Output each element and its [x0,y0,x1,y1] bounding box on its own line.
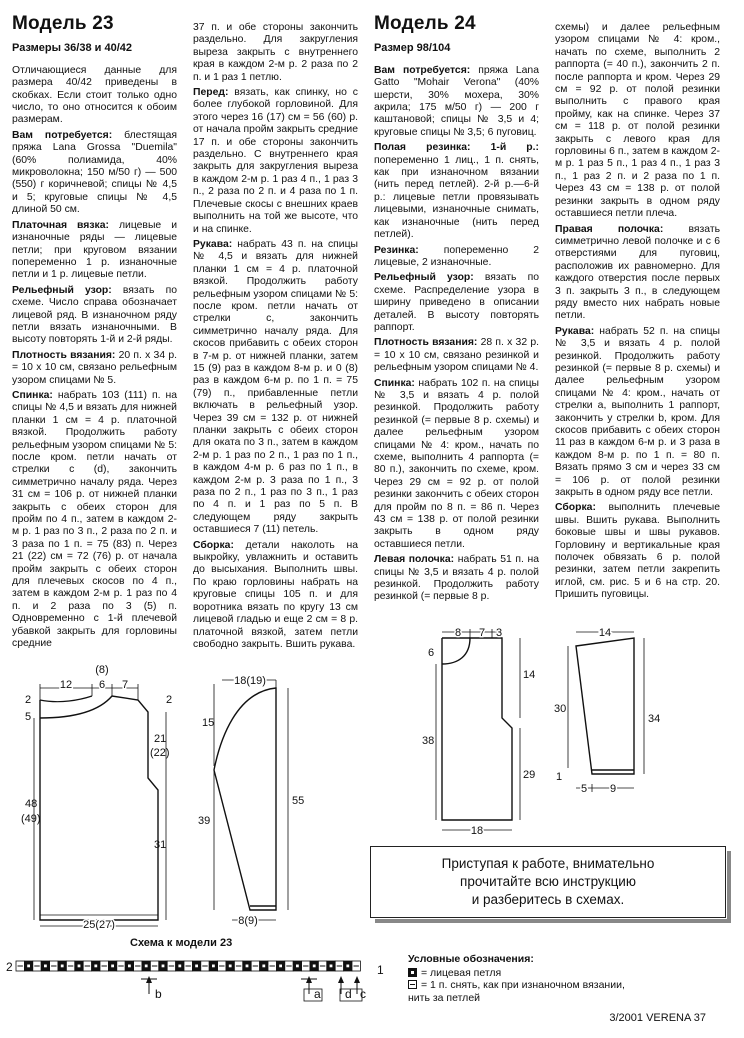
model24-sleeve-bottom-9: 9 [609,783,617,795]
paragraph [374,378,539,552]
notice-line-1: Приступая к работе, внимательно [441,856,655,871]
model23-body-neck-alt: (8) [95,664,109,676]
model24-sleeve-bottom-5: 5 [580,783,588,795]
paragraph-heading: Рукава: [555,325,595,337]
chart-cell-dot [61,965,64,968]
legend-title: Условные обозначения: [408,953,534,965]
model23-col2-text [193,22,358,651]
model24-body-pattern [420,628,540,848]
chart-cell-dot [229,965,232,968]
model24-sleeve-right-34: 34 [648,713,661,725]
paragraph-text: набрать 51 п. на спицы № 3,5 и вязать 4 р. полой резинкой. Продолжить работу резинкой (= первые 8 р. [374,554,540,603]
paragraph-text: набрать 52 п. на спицы № 3,5 и вязать 4 р. полой резинкой. Продолжить работу резинкой (= первые 8 р. схемы) и далее рельефным узором спицами № 4: кром., начать от стрелки a, выполнить 1 раппорт, закончить у стрелки b, кром. Для скосов прибавить с обеих сторон 11 раз в каждом 6-м р. и 3 раза в каждом 8-м р. по 1 п. = 80 п. Вязать прямо 3 см и через 33 см = 106 р. от полой резинки закрыть в одном ряду все петли. [555,325,720,499]
chart-cell-dot [212,965,215,968]
paragraph [374,554,539,604]
chart-arrow-c: c [360,987,366,1001]
model23-sizes: Размеры 36/38 и 40/42 [12,42,132,55]
paragraph-heading: Рукава: [193,238,233,250]
paragraph-heading: Платочная вязка: [12,219,109,231]
paragraph-text: вязать по схеме. Распределение узора в ширину приведено в описании деталей. В высоту повторять раппорт. [374,272,540,333]
model23-column-2 [193,22,358,654]
model23-body-bottom: 25(27) [83,919,115,930]
chart-cell-dot [111,965,114,968]
paragraph-text: выполнить плечевые швы. Вшить рукава. Выполнить боковые швы и швы рукавов. Горловину и вертикальные края полочек обвязать 6 р. полой резинки, затем петли закрепить иглой, см. рис. 5 и 6 на стр. 20. Пришить пуговицы. [555,502,720,601]
chart-cell-dot [94,965,97,968]
model24-body-top-8: 8 [454,628,462,639]
model24-body-left-38: 38 [422,735,435,747]
model24-column-1 [374,13,540,607]
paragraph [374,245,539,270]
model23-sleeve-cap: 15 [202,717,215,729]
paragraph [374,337,539,374]
model24-sleeve-pattern [550,628,670,808]
legend-item-slip-label: = 1 п. снять, как при изнаночном вязании, [421,979,625,991]
model23-sleeve-pattern [192,670,322,940]
paragraph-text: 20 п. х 34 р. = 10 х 10 см, связано рельефным узором спицами № 5. [12,349,177,386]
chart-row-2: 2 [6,960,13,974]
paragraph-text: схемы) и далее рельефным узором спицами № 4: кром., начать по схеме, выполнить 2 раппорта (= 40 п.), закончить 2 п. после раппорта и кром. Через 29 см = 92 р. от полой резинки выполнить с правого края пройму, как на спинке. Через 37 см = 118 р. от полой резинки закрыть с левого края для горловины 6 п., затем в каждом 2-м р. 1 раз 5 п., 1 раз 4 п., 1 раз 3 п., 1 раз 2 п. и 2 раза по 1 п. Через 43 см = 138 р. от полой резинки закрыть в одном ряду оставшиеся петли плеча. [555,22,720,220]
paragraph-text: вязать, как спинку, но с более глубокой горловиной. Для этого через 16 (17) см = 56 (60) р. от начала пройм закрыть средние 17 п. и обе стороны закончить раздельно. С внутреннего края закрыть для закругления выреза в каждом 2-м р. 1 раз 4 п., 1 раз 3 п., 2 раза по 2 п. и 4 раза по 1 п. Плечевые скосы с внешних краев выполнить на той же высоте, что и на спинке. [193,87,358,235]
model23-column-1 [12,13,178,654]
knit-stitch-icon [408,968,417,977]
paragraph [555,502,720,601]
model23-body-pattern [20,660,180,935]
model23-sleeve-total: 55 [292,795,305,807]
model24-body-top-7: 7 [478,628,486,639]
stitch-chart-cells [16,961,360,971]
model24-body-right-29: 29 [523,769,536,781]
chart-cell-dot [27,965,30,968]
chart-cell-dot [279,965,282,968]
model23-title: Модель 23 [12,13,114,34]
paragraph-heading: Плотность вязания: [374,337,478,349]
paragraph-text: детали наколоть на выкройку, увлажнить и оставить до высыхания. Выполнить швы. По краю горловины набрать на круговые спицы 105 п. и для воротника вязать по кругу 13 см лицевой гладью и еще 2 см = 8 р. платочной вязкой, затем петли свободно закрыть. Вшить рукава. [193,539,358,650]
paragraph-heading: Вам потребуется: [12,129,113,141]
paragraph-text: 37 п. и обе стороны закончить раздельно. Для закругления выреза закрыть с внутреннего края в каждом 2-м р. 2 раза по 2 п. и 1 раз 1 петлю. [193,22,358,83]
paragraph [374,142,539,241]
model24-sleeve-left-30: 30 [554,703,567,715]
chart-cell-dot [178,965,181,968]
model23-body-left-2: 2 [25,694,32,706]
model24-sleeve-top: 14 [598,628,612,639]
paragraph [193,22,358,84]
chart-cell-dot [195,965,198,968]
model23-body-width-12: 12 [59,679,73,691]
paragraph [555,224,720,323]
paragraph-heading: Спинка: [12,389,53,401]
paragraph-text: вязать симметрично левой полочке и с 6 отверстиями для пуговиц, расположив их равномерно. Для каждого отверстия после первых 3 п. закрыть 3 п., в следующем ряду вместо них набрать новые петли. [555,223,720,322]
chart-arrow-a: a [314,987,321,1001]
paragraph [193,239,358,537]
model24-column-2 [555,22,720,605]
notice-box [370,846,726,918]
model23-body-height-alt: (49) [21,813,41,825]
paragraph-text: набрать 43 п. на спицы № 4,5 и вязать для нижней планки 1 см = 4 р. платочной вязкой. Продолжить работу рельефным узором спицами № 5: после кром. петли начать от стрелки с, закончить симметрично началу ряда. Для скосов прибавить с обеих сторон в 7-м р. от нижней планки, затем 15 (9) раз в каждом 8-м р. и 0 (8) раз в каждом 6-м р. по 1 п. = 75 (79) п., прибавленные петли включать в рельефный узор. Через 39 см = 132 р. от нижней планки закрыть с обеих сторон для оката по 3 п., затем в каждом 2-м р. 1 раз по 2 п., 1 раз по 1 п., в каждом 4-м р. 6 раз по 1 п., в каждом 2-м р. 3 раза по 1 п., 3 раза по 2 п., 1 раз по 3 п., 1 раз по 4 п. и 1 раз по 5 п. В следующем ряду закрыть оставшиеся 7 (11) петель. [193,238,358,536]
paragraph [193,540,358,652]
legend [408,953,625,1004]
paragraph-heading: Вам потребуется: [374,64,471,76]
paragraph [555,22,720,221]
chart-cell-dot [330,965,333,968]
model24-col3-text [374,65,539,604]
paragraph-text: вязать по схеме. Число справа обозначает лицевой ряд. В изнаночном ряду петли вязать изнаночными. В высоту повторять 1-й и 2-й ряды. [12,284,178,346]
model24-body-bottom: 18 [470,825,484,837]
paragraph-text: набрать 102 п. на спицы № 3,5 и вязать 4 р. полой резинкой. Продолжить работу резинкой (= первые 8 р. схемы) и далее рельефным узором спицами № 4: кром., начать по схеме, выполнить 4 раппорта (= 80 п.), закончить по схеме, кром. Через 29 см = 92 р. от полой резинки закончить с обеих сторон для пройм по 8 п. = 86 п. Через 43 см = 138 р. от полой резинки закрыть в одном ряду оставшиеся петли. [374,377,539,550]
chart-cell-dot [296,965,299,968]
model23-body-armhole: 21 [154,733,167,745]
chart-cell-dot [128,965,131,968]
paragraph [12,390,177,651]
legend-item-slip-label-2: нить за петлей [408,991,481,1004]
paragraph [12,130,177,217]
paragraph-text: попеременно 1 лиц., 1 п. снять, как при изнаночном вязании (нить перед петлей). 2-й р.—6-й р.: лицевые петли провязывать лицевыми, изнаночные снимать, как изнаночные (нить перед петлей). [374,154,539,241]
legend-item-knit-label: = лицевая петля [421,966,502,979]
model24-body-left-6: 6 [428,647,435,659]
chart-row-1: 1 [377,963,384,977]
paragraph-text: 28 п. х 32 р. = 10 х 10 см, связано резинкой и рельефным узором спицами № 4. [374,337,539,374]
paragraph-text: Отличающиеся данные для размера 40/42 приведены в скобках. Если стоит только одно число, то оно относится к обоим размерам. [12,64,177,126]
model23-sleeve-top: 18(19) [234,675,266,687]
notice-line-2: прочитайте всю инструкцию [460,874,636,889]
paragraph-heading: Сборка: [193,539,234,551]
paragraph-heading: Полая резинка: 1-й р.: [374,142,539,154]
paragraph-text: попеременно 2 лицевые, 2 изнаночные. [374,244,539,268]
model23-body-left-5: 5 [25,711,32,723]
notice-line-3: и разберитесь в схемах. [471,892,625,907]
chart-cell-dot [346,965,349,968]
paragraph [12,65,177,127]
chart-arrow-b: b [155,987,162,1001]
legend-item-knit [408,967,625,980]
paragraph-heading: Плотность вязания: [12,349,116,361]
chart-cell-dot [313,965,316,968]
paragraph-heading: Перед: [193,87,229,99]
paragraph [193,87,358,236]
chart-cell-dot [78,965,81,968]
chart-cell-dot [246,965,249,968]
chart-cell-dot [145,965,148,968]
paragraph-heading: Рельефный узор: [12,284,112,296]
model23-body-right-2: 2 [166,694,173,706]
paragraph-heading: Сборка: [555,502,596,514]
slip-stitch-icon [408,980,417,989]
paragraph-heading: Правая полочка: [555,223,664,235]
page-footer: 3/2001 VERENA 37 [609,1012,706,1024]
model24-title: Модель 24 [374,13,476,34]
paragraph-heading: Левая полочка: [374,554,455,566]
chart-arrow-d: d [345,987,352,1001]
legend-item-slip [408,979,625,992]
model23-body-height: 48 [25,798,38,810]
chart-cell-dot [262,965,265,968]
paragraph [12,220,177,282]
paragraph [12,285,177,347]
model23-body-armhole-alt: (22) [150,747,170,759]
paragraph [374,272,539,334]
paragraph [555,326,720,500]
paragraph-heading: Спинка: [374,377,415,389]
model23-body-width-7: 7 [121,679,129,691]
paragraph-heading: Резинка: [374,244,419,256]
model23-sleeve-bottom: 8(9) [238,915,258,927]
paragraph [374,65,539,139]
model24-col4-text [555,22,720,602]
stitch-chart [4,956,394,1011]
paragraph-text: набрать 103 (111) п. на спицы № 4,5 и вязать для нижней планки 1 см = 4 р. платочной вязкой. Продолжить работу рельефным узором спицами № 5: после кром. петли начать от стрелки c (d), закончить симметрично началу ряда. Через 31 см = 106 р. от нижней планки закрыть с обеих сторон для пройм по 4 п., затем в каждом 2-м р. 1 раз по 3 п., 2 раза по 2 п. и 3 раза по 1 п. = 75 (83) п. Через 21 (22) см = 72 (76) р. от начала пройм закрыть с обеих сторон для плечевых скосов по 4 п., затем в каждом 2-м р. 1 раз по 4 п. и 2 раза по 3 (5) п. Одновременно с 1-й плечевой убавкой закрыть для горловины средние [12,389,177,650]
model23-body-width-6: 6 [98,679,106,691]
chart-cell-dot [44,965,47,968]
model24-body-top-3: 3 [495,628,503,639]
paragraph [12,350,177,387]
paragraph-heading: Рельефный узор: [374,272,474,284]
paragraph-text: пряжа Lana Gatto "Mohair Verona" (40% шерсти, 30% мохера, 30% акрила; 175 м/50 г) — 200 г каштановой; спицы № 3,5 и 4; круговые спицы № 3,5; 6 пуговиц. [374,64,539,138]
model24-sleeve-left-1: 1 [556,771,563,783]
model24-body-right-14: 14 [523,669,536,681]
model23-body-side: 31 [154,839,167,851]
paragraph-text: блестящая пряжа Lana Grossa "Duemila" (60% полиамида, 40% микроволокна; 150 м/50 г) — 500 (550) г коричневой; спицы № 4,5 и 5; круговые спицы № 4,5 длиной 50 см. [12,129,177,216]
paragraph-text: лицевые и изнаночные ряды — лицевые петли; при круговом вязании попеременно 1 р. изнаночные петли и 1 р. лицевые петли. [12,219,177,281]
chart-cell-dot [162,965,165,968]
model24-sizes: Размер 98/104 [374,42,451,55]
model23-sleeve-side: 39 [198,815,211,827]
schema-23-label: Схема к модели 23 [130,937,233,949]
model23-col1-text [12,65,177,651]
